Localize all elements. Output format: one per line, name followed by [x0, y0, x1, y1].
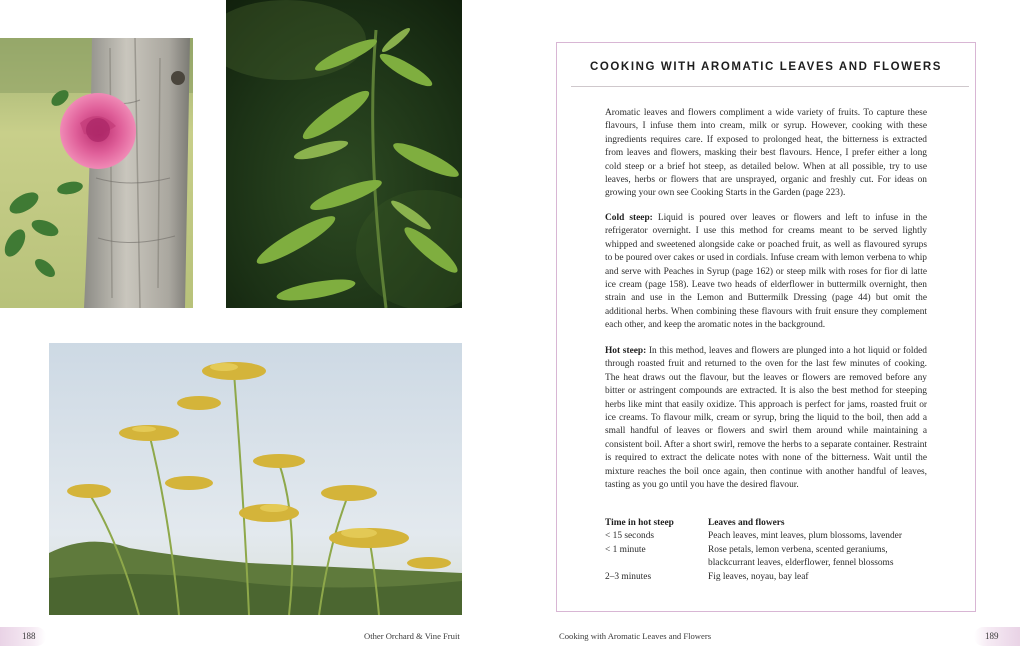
cold-steep-paragraph: [605, 212, 927, 333]
table-cell-time: [605, 557, 708, 570]
table-header-leaves: Leaves and flowers: [708, 518, 785, 528]
title-divider: [571, 86, 969, 87]
table-cell-leaves: Rose petals, lemon verbena, scented geraniums,: [708, 544, 888, 555]
cold-steep-text: Liquid is poured over leaves or flowers and left to infuse in the refrigerator overnight. I use this method for creams meant to be served lightly whipped and sweetened alongside cake or poached fruit, as well as flavoured syrups to be poured over cakes or used in cordials. Infuse cream with lemon verbena to whip and serve with Peaches in Syrup (page 162) or steep milk with roses for fior di latte ice cream (page 158). Leave two heads of elderflower in buttermilk overnight, then strain and use in the Lemon and Buttermilk Dressing (page 44) but omit the additional herbs. When combining these flavours with fruit ensure they complement each other, and keep the aromatic notes in the background.: [605, 213, 927, 331]
verbena-photo: [226, 0, 462, 308]
table-row: [605, 544, 935, 557]
table-header-row: [605, 517, 935, 530]
table-cell-leaves: Peach leaves, mint leaves, plum blossoms, lavender: [708, 531, 902, 542]
right-running-footer: Cooking with Aromatic Leaves and Flowers: [559, 631, 712, 641]
left-running-footer: Other Orchard & Vine Fruit: [364, 631, 460, 641]
table-row: [605, 571, 935, 584]
hot-steep-text: In this method, leaves and flowers are plunged into a hot liquid or folded through roasted fruit and returned to the oven for the last few minutes of cooking. The heat draws out the flavour, but the leaves or flowers are removed before any bitter or astringent compounds are extracted. It is also the best method for steeping herbs like mint that easily oxidize. This approach is perfect for jams, roasted fruit or ice creams. To flavour milk, cream or syrup, bring the liquid to the boil, then add a small handful of leaves or flowers and swirl them around while maintaining a consistent boil. After a short swirl, remove the herbs to a separate container. Restraint is required to extract the delicate notes with none of the bitterness. Wait until the mixture reaches the boil once again, then continue with another handful of leaves, tasting as you go until you have the desired flavour.: [605, 346, 927, 491]
table-header-time: Time in hot steep: [605, 518, 674, 528]
table-cell-leaves: blackcurrant leaves, elderflower, fennel blossoms: [708, 558, 894, 569]
table-cell-time: < 15 seconds: [605, 531, 655, 542]
intro-paragraph: Aromatic leaves and flowers compliment a wide variety of fruits. To capture these flavours, I infuse them into cream, milk or syrup. However, cooking with these ingredients requires care. If exposed to prolonged heat, the bitterness is extracted from leaves and flowers, masking their best flavours. Hence, I prefer either a long cold steep or a brief hot steep, as detailed below. When at all possible, try to use leaves, herbs or flowers that are unsprayed, organic and freshly cut. For ideas on growing your own see Cooking Starts in the Garden (page 223).: [605, 108, 927, 199]
table-cell-time: < 1 minute: [605, 544, 646, 555]
fennel-photo: [49, 343, 462, 615]
right-page-number: 189: [974, 627, 1020, 646]
text-panel: [556, 42, 976, 612]
hot-steep-label: Hot steep:: [605, 346, 647, 356]
rose-photo: [0, 38, 193, 308]
table-cell-time: 2–3 minutes: [605, 571, 652, 582]
table-row: [605, 530, 935, 543]
hot-steep-paragraph: [605, 345, 927, 492]
table-cell-leaves: Fig leaves, noyau, bay leaf: [708, 571, 809, 582]
section-title: COOKING WITH AROMATIC LEAVES AND FLOWERS: [589, 61, 943, 73]
table-row: [605, 557, 935, 570]
left-page-number: 188: [0, 627, 46, 646]
steep-time-table: [605, 517, 935, 584]
cold-steep-label: Cold steep:: [605, 213, 653, 223]
